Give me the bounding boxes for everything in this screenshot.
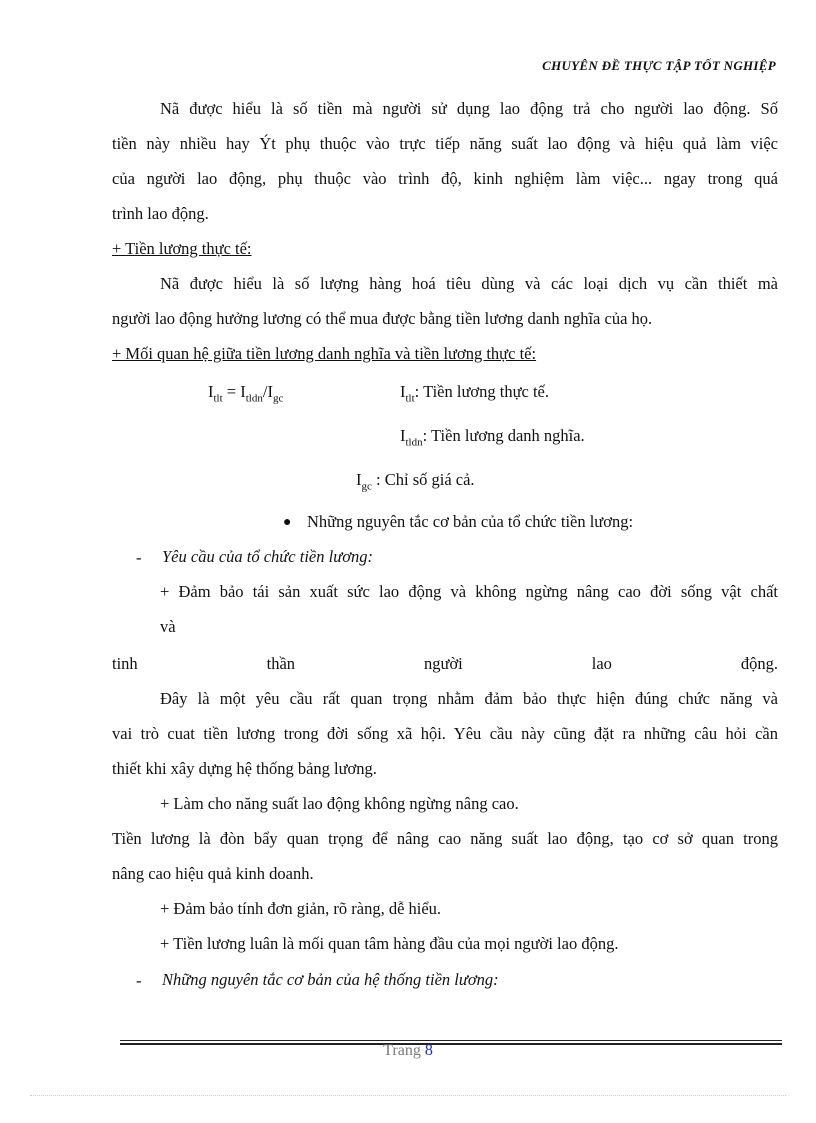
paragraph-line: + Tiền lương luân là mối quan tâm hàng đầu của mọi người lao động.	[160, 934, 619, 953]
formula-definition: $I_{tlt}$: Tiền lương thực tế.	[400, 382, 550, 405]
section-heading: + Tiền lương thực tế:	[112, 239, 252, 258]
page-label: Trang	[383, 1042, 421, 1059]
paragraph-line: tiền này nhiều hay Ýt phụ thuộc vào trực tiếp năng suất lao động và hiệu quả làm việc	[112, 134, 778, 153]
bullet-icon: ●	[283, 515, 292, 530]
running-header: CHUYÊN ĐỀ THỰC TẬP TỐT NGHIỆP	[542, 58, 776, 73]
page-number: 8	[424, 1042, 433, 1059]
paragraph-line: vai trò cuat tiền lương trong đời sống xã hội. Yêu cầu này cũng đặt ra những câu hỏi cần	[112, 724, 778, 743]
paragraph-line: của người lao động, phụ thuộc vào trình độ, kinh nghiệm làm việc... ngay trong quá	[112, 169, 778, 188]
bullet-item: Những nguyên tắc cơ bản của tổ chức tiền lương:	[307, 512, 634, 531]
paragraph-line: và	[160, 617, 176, 636]
footer-rule	[120, 1040, 782, 1041]
subsection-title: Yêu cầu của tổ chức tiền lương:	[162, 547, 374, 566]
paragraph-line: + Đảm bảo tính đơn giản, rõ ràng, dễ hiểu.	[160, 899, 442, 918]
section-heading: + Mối quan hệ giữa tiền lương danh nghĩa và tiền lương thực tế:	[112, 344, 537, 363]
subsection-title: Những nguyên tắc cơ bản của hệ thống tiền lương:	[162, 970, 499, 989]
formula-definition: $I_{gc}$ : Chỉ số giá cả.	[356, 470, 475, 493]
formula-definition: $I_{tldn}$: Tiền lương danh nghĩa.	[400, 426, 585, 449]
paragraph-line: thiết khi xây dựng hệ thống bảng lương.	[112, 759, 377, 778]
page-edge	[30, 1095, 786, 1096]
paragraph-line: trình lao động.	[112, 204, 209, 223]
paragraph-line: nâng cao hiệu quả kinh doanh.	[112, 864, 314, 883]
paragraph-line: + Làm cho năng suất lao động không ngừng nâng cao.	[160, 794, 519, 813]
paragraph-line: + Đảm bảo tái sản xuất sức lao động và không ngừng nâng cao đời sống vật chất	[160, 582, 778, 601]
paragraph-line: Tiền lương là đòn bẩy quan trọng để nâng cao năng suất lao động, tạo cơ sở quan trong	[112, 829, 778, 848]
page-footer	[0, 1042, 816, 1060]
real-wage-formula: $I_{tlt} = I_{tldn}/I_{gc}$	[208, 382, 284, 405]
paragraph-line: Nã được hiểu là số lượng hàng hoá tiêu dùng và các loại dịch vụ cần thiết mà	[160, 274, 778, 293]
paragraph-line: Nã được hiểu là số tiền mà người sử dụng lao động trả cho người lao động. Số	[160, 99, 778, 118]
dash-marker: -	[136, 971, 142, 990]
paragraph-line: tinh thần người lao động.	[112, 654, 778, 673]
paragraph-line: người lao động hưởng lương có thể mua được bằng tiền lương danh nghĩa của họ.	[112, 309, 653, 328]
paragraph-line: Đây là một yêu cầu rất quan trọng nhằm đảm bảo thực hiện đúng chức năng và	[160, 689, 778, 708]
dash-marker: -	[136, 548, 142, 567]
